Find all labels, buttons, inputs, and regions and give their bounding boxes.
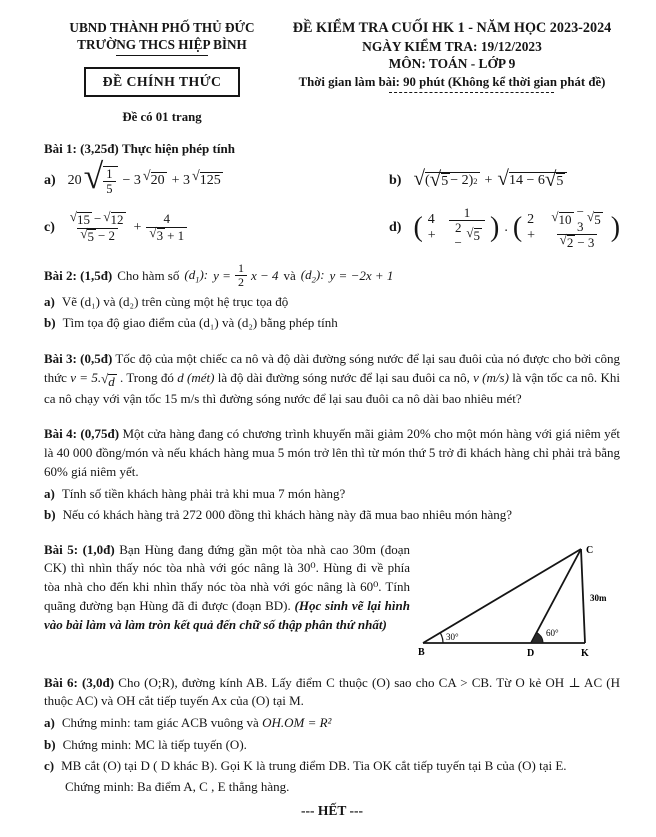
big-left-paren: ( <box>413 212 423 244</box>
vertex-b-label: B <box>418 646 425 658</box>
item-a-label: a) <box>44 173 56 188</box>
radical-12: √ 12 <box>103 208 124 227</box>
exam-header <box>44 20 620 125</box>
problem-4-intro <box>44 425 620 482</box>
problem-6a-text: Chứng minh: tam giác ACB vuông và <box>61 715 263 731</box>
problem-2a <box>44 293 620 311</box>
oh-om-formula: OH.OM = R² <box>262 715 332 731</box>
official-exam-box: ĐỀ CHÍNH THỨC <box>84 67 241 97</box>
radical-15: √ 15 <box>69 208 91 227</box>
fraction-1-over-2minus-sqrt5: 1 2 − √ 5 <box>449 206 485 251</box>
radical-d: √ d <box>101 370 115 389</box>
d1-notation: $(d_1)$: <box>184 267 209 285</box>
problem-6c-text2: Chứng minh: Ba điểm A, C , E thẳng hàng. <box>65 778 290 794</box>
problem-5-text: Bạn Hùng đang đứng gần một tòa nhà cao 30m (đoạn CK) thì nhìn thấy nóc tòa nhà với góc nâng là 30⁰. Hùng đi về phía tòa nhà cho đến khi nhìn thấy nóc tòa nhà với góc nâng là 60⁰. Tính quãng đường bạn Hùng đã đi được (đoạn BD). <box>44 541 411 614</box>
radical-14-minus-6sqrt5: √ 14 − 6 √ 5 <box>497 172 567 190</box>
vertex-d-label: D <box>527 647 535 659</box>
item-a-label: a) <box>44 715 55 731</box>
problem-6 <box>44 674 620 797</box>
end-marker: --- HẾT --- <box>301 803 363 819</box>
problem-1d-formula: d) ( 4 + 1 2 − √ 5 ) . ( 2 + √ 10 − 3 √ 5 √ 2 − 3 ) <box>389 204 621 251</box>
radical-10: √ 10 <box>551 208 572 227</box>
radical-sign: √ <box>466 224 474 240</box>
problem-1-row-cd <box>44 205 620 251</box>
item-b-label: b) <box>44 315 56 331</box>
item-c-label: c) <box>44 220 55 236</box>
radical-2: √ 2 <box>559 232 574 251</box>
item-b-label: b) <box>44 507 56 523</box>
problem-4a <box>44 485 620 503</box>
item-b-label: b) <box>389 173 402 188</box>
radical-3: √ 3 <box>149 224 164 243</box>
radical-sign: √ <box>83 156 104 196</box>
d2-equation: y = −2x + 1 <box>329 267 394 283</box>
header-left <box>44 20 280 125</box>
problem-2b <box>44 314 620 332</box>
problem-6-number: Bài 6: (3,0đ) <box>44 674 115 690</box>
radical-sign: √ <box>429 166 442 191</box>
problem-6c <box>44 757 620 775</box>
problem-2b-text: Tìm tọa độ giao điểm của (d₁) và (d₂) bằng phép tính <box>62 315 338 331</box>
exam-duration: Thời gian làm bài: 90 phút (Không kể thời gian phát đề) <box>298 74 606 89</box>
exam-title: ĐỀ KIỂM TRA CUỐI HK 1 - NĂM HỌC 2023-2024 <box>292 20 612 36</box>
fraction-4-over-sqrt3plus1: 4 √ 3 + 1 <box>146 212 187 243</box>
triangle-figure <box>418 543 620 661</box>
d-met-italic: d (mét) <box>177 369 215 385</box>
radical-5: √ 5 <box>544 166 564 191</box>
radical-sign: √ <box>80 225 88 241</box>
problem-2a-text: Vẽ (d₁) và (d₂) trên cùng một hệ trục tọa độ <box>61 293 289 309</box>
problem-1-row-ab <box>44 156 620 196</box>
problem-1-title <box>44 141 620 157</box>
problem-3 <box>44 350 620 409</box>
and-word: và <box>283 267 296 283</box>
problem-5 <box>44 541 620 661</box>
problem-3-text-3: là độ dài đường sóng nước để lại sau đuôi ca nô, <box>214 369 474 385</box>
radical-sign: √ <box>551 208 559 224</box>
radical-5: √ 5 <box>587 208 601 227</box>
item-a-label: a) <box>44 485 55 501</box>
problem-4b <box>44 506 620 524</box>
radical-5: √ 5 <box>80 225 94 244</box>
radical-frac-1-5: √ $\frac{1}{5}$ <box>84 166 118 196</box>
problem-3-text-1: Tốc độ của một chiếc ca nô và độ dài đường sóng nước để lại sau đuôi của nó được cho bởi công thức <box>44 350 620 385</box>
problem-2-lead: Cho hàm số <box>117 267 180 283</box>
problem-5-note: (Học sinh vẽ lại hình vào bài làm và làm tròn kết quả đến chữ số thập phân thứ nhất) <box>44 598 410 633</box>
fraction-sqrt10-expr: √ 10 − 3 √ 5 √ 2 − 3 <box>551 204 601 251</box>
term-20-sqrt-frac: 20 √ $\frac{1}{5}$ <box>68 166 118 196</box>
radical-5: √ 5 <box>429 166 449 191</box>
radical-sign: √ <box>497 165 509 190</box>
problem-6c-text: MB cắt (O) tại D ( D khác B). Gọi K là trung điểm DB. Tia OK cắt tiếp tuyến tại B của (O) tại E. <box>61 758 567 774</box>
radical-sign: √ <box>69 208 78 224</box>
radical-sign: √ <box>142 169 151 185</box>
radical-square-term: √ ( √ 5 − 2 ) 2 <box>413 165 478 191</box>
d2-notation: $(d_2)$: <box>300 267 325 285</box>
exam-date: NGÀY KIỂM TRA: 19/12/2023 <box>362 38 542 54</box>
problem-2-title <box>44 262 620 290</box>
big-left-paren: ( <box>512 212 523 244</box>
v-ms-italic: v (m/s) <box>473 369 509 385</box>
problem-3-number: Bài 3: (0,5đ) <box>44 350 113 366</box>
problem-4 <box>44 425 620 525</box>
problem-1c-formula: c) √ 15 − √ 12 √ 5 − 2 + 4 √ 3 + 1 <box>44 212 389 245</box>
fraction-radicals: √ 15 − √ 12 √ 5 − 2 <box>69 208 124 244</box>
radical-sign: √ <box>149 224 157 240</box>
radical-sign: √ <box>559 232 567 248</box>
d1-equation: y = $\frac{1}{2}$ x − 4 <box>213 261 279 290</box>
official-box-wrap <box>44 56 280 97</box>
problem-2-number: Bài 2: (1,5đ) <box>44 267 113 283</box>
problem-4a-text: Tính số tiền khách hàng phải trả khi mua 7 món hàng? <box>61 485 346 501</box>
problem-5-text-block <box>44 541 410 661</box>
problem-6-text: Cho (O;R), đường kính AB. Lấy điểm C thuộc (O) sao cho CA > CB. Từ O kẻ OH ⊥ AC (H thuộc AC) và OH cắt tiếp tuyến Ax của (O) tại M. <box>44 674 621 709</box>
problem-5-number: Bài 5: (1,0đ) <box>44 541 115 557</box>
radical-sign: √ <box>587 208 595 224</box>
header-right <box>280 20 620 125</box>
page-count-note: Đề có 01 trang <box>122 110 202 124</box>
radical-sign: √ <box>192 169 200 185</box>
problem-6b <box>44 736 620 754</box>
item-b-label: b) <box>44 736 56 752</box>
angle-b-label: 30° <box>446 631 459 642</box>
term-plus-3-sqrt125: + 3 √ 125 <box>171 169 221 189</box>
problem-5-figure-wrap <box>418 541 620 661</box>
height-label: 30m <box>590 592 607 603</box>
problem-1-number: Bài 1: (3,25đ) <box>44 141 119 156</box>
radical-125: √ 125 <box>192 169 221 189</box>
problem-3-text-2: . Trong đó <box>116 369 178 385</box>
big-right-paren: ) <box>490 212 500 244</box>
radical-sign: √ <box>103 208 111 224</box>
problem-4-number: Bài 4: (0,75đ) <box>44 425 120 441</box>
problem-4b-text: Nếu có khách hàng trả 272 000 đồng thì khách hàng này đã mua bao nhiêu món hàng? <box>62 507 513 523</box>
problem-6a <box>44 714 620 732</box>
angle-d-label: 60° <box>546 627 559 638</box>
issuer-name: UBND THÀNH PHỐ THỦ ĐỨC <box>69 20 255 35</box>
item-c-label: c) <box>44 758 55 774</box>
item-d-label: d) <box>389 220 402 236</box>
radical-sign: √ <box>413 165 425 190</box>
school-name: TRƯỜNG THCS HIỆP BÌNH <box>77 36 247 52</box>
radical-5: √ 5 <box>466 224 480 243</box>
problem-1b-formula: b) √ ( √ 5 − 2 ) 2 + √ 14 − 6 √ 5 <box>389 172 620 190</box>
duration-underline <box>389 92 554 93</box>
problem-4-text: Một cửa hàng đang có chương trình khuyến mãi giảm 20% cho một món hàng với giá niêm yết là 40 000 đồng/món và nếu khách hàng mua 5 món trở lên thì từ món thứ 5 trở đi khách hàng chỉ phải trả bằng 60% giá niêm yết. <box>44 425 621 479</box>
vertex-k-label: K <box>581 647 589 659</box>
problem-1 <box>44 141 620 251</box>
term-minus-3-sqrt20: − 3 √ 20 <box>122 169 165 189</box>
exam-subject: MÔN: TOÁN - LỚP 9 <box>388 56 516 72</box>
problem-6c-line2 <box>44 778 620 796</box>
problem-6-intro <box>44 674 620 712</box>
radical-sign: √ <box>101 370 109 386</box>
item-a-label: a) <box>44 293 55 309</box>
multiplication-dot: . <box>504 220 508 236</box>
problem-1a-formula <box>44 156 389 196</box>
problem-1-instruction: Thực hiện phép tính <box>122 141 235 156</box>
fraction-1-2: $\frac{1}{2}$ <box>235 262 247 290</box>
radical-20: √ 20 <box>142 169 165 189</box>
formula-v-equals: v = 5. <box>70 369 102 385</box>
problem-2 <box>44 262 620 333</box>
radical-sign: √ <box>544 166 557 191</box>
problem-3-text-4: là vận tốc ca nô. Khi ca nô chạy với vận tốc 15 m/s thì đường sóng nước để lại sau đuôi ca nô dài bao nhiêu mét? <box>44 369 620 406</box>
vertex-c-label: C <box>586 544 594 556</box>
problem-6b-text: Chứng minh: MC là tiếp tuyến (O). <box>62 736 247 752</box>
big-right-paren: ) <box>610 212 621 244</box>
